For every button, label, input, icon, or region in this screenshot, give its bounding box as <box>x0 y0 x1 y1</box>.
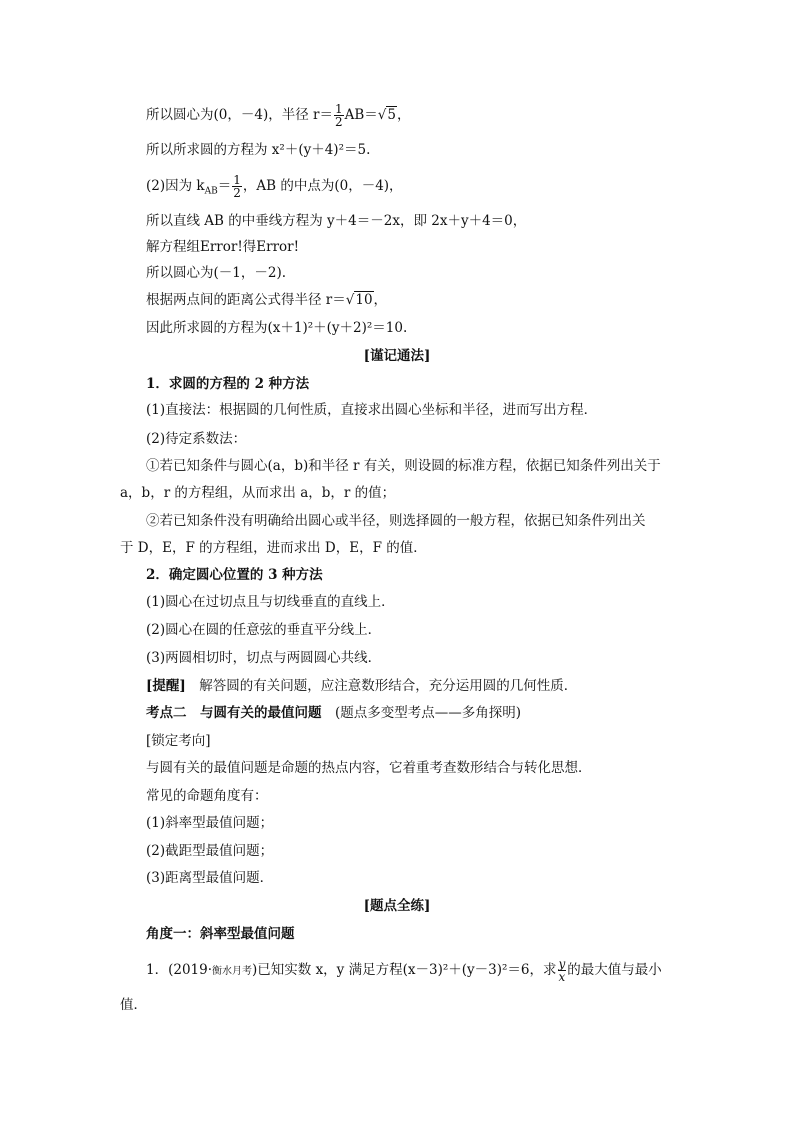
section-heading-practice: [题点全练] <box>363 898 431 914</box>
line-slope <box>146 174 403 202</box>
method1-undetermined: (2)待定系数法： <box>146 431 247 447</box>
problem-1-continued: 值． <box>120 997 147 1013</box>
problem-source: 衡水月考 <box>212 966 253 977</box>
fraction <box>558 958 567 983</box>
text-segment: AB＝ <box>344 107 378 123</box>
line-perp-bisector: 所以直线 AB 的中垂线方程为 y＋4＝－2x，即 2x＋y＋4＝0， <box>146 213 527 229</box>
fraction-numerator: y <box>558 957 566 971</box>
fraction-denominator: 2 <box>334 115 343 129</box>
line-circle-equation: 所以所求圆的方程为 x²＋(y＋4)²＝5. <box>146 142 371 158</box>
problem-prefix: 1．(2019· <box>146 962 213 978</box>
method2-item1: (1)圆心在过切点且与切线垂直的直线上． <box>146 594 395 610</box>
method1-case2-line1: ②若已知条件没有明确给出圆心或半径，则选择圆的一般方程，依据已知条件列出关 <box>146 513 646 529</box>
problem-body: )已知实数 x，y 满足方程(x－3)²＋(y－3)²＝6，求 <box>252 962 557 978</box>
tip-text: 解答圆的有关问题，应注意数形结合，充分运用圆的几何性质． <box>199 678 578 694</box>
line-final-equation: 因此所求圆的方程为(x＋1)²＋(y＋2)²＝10. <box>146 320 408 336</box>
fraction-numerator: 1 <box>334 102 343 116</box>
tip-note <box>146 676 577 696</box>
problem-1 <box>146 958 662 983</box>
fraction <box>334 103 344 128</box>
text-segment: ＝ <box>217 178 232 194</box>
section-heading-method: [谨记通法] <box>363 348 431 364</box>
sqrt-radicand: 5 <box>387 107 396 123</box>
lock-text: 与圆有关的最值问题是命题的热点内容，它着重考查数形结合与转化思想． <box>146 760 592 776</box>
subscript: AB <box>204 186 218 197</box>
text-segment: ， <box>396 107 411 123</box>
angle-item-2: (2)截距型最值问题； <box>146 843 274 859</box>
method1-case1-line1: ①若已知条件与圆心(a，b)和半径 r 有关，则设圆的标准方程，依据已知条件列出关于 <box>146 458 661 474</box>
angle1-title: 角度一：斜率型最值问题 <box>146 926 295 942</box>
kaodian-title: 考点二 与圆有关的最值问题 <box>146 705 322 721</box>
kaodian-note: (题点多变型考点——多角探明) <box>335 705 522 721</box>
method2-item3: (3)两圆相切时，切点与两圆圆心共线． <box>146 650 382 666</box>
fraction <box>232 174 242 199</box>
fraction-numerator: 1 <box>233 173 241 187</box>
method1-direct: (1)直接法：根据圆的几何性质，直接求出圆心坐标和半径，进而写出方程． <box>146 402 598 418</box>
angle-item-1: (1)斜率型最值问题； <box>146 815 274 831</box>
method1-case2-line2: 于 D，E，F 的方程组，进而求出 D，E，F 的值． <box>120 540 427 556</box>
line-center: 所以圆心为(－1，－2). <box>146 265 287 281</box>
method1-case1-line2: a，b，r 的方程组，从而求出 a，b，r 的值； <box>120 485 396 501</box>
lock-label: [锁定考向] <box>146 733 211 749</box>
line-center-radius: 所以圆心为(0，－4)，半径 r＝ $\frac{1}{2}$ AB＝√5， <box>146 102 411 129</box>
text-segment: 所以圆心为(0，－4)，半径 r＝ <box>146 107 333 123</box>
fraction-denominator: x <box>558 970 566 984</box>
problem-suffix: 的最大值与最小 <box>567 962 662 978</box>
method2-item2: (2)圆心在圆的任意弦的垂直平分线上． <box>146 622 382 638</box>
text-segment: ， <box>373 292 388 308</box>
sqrt-radicand: 10 <box>355 292 373 308</box>
kaodian-heading <box>146 703 521 723</box>
method1-title: 1．求圆的方程的 2 种方法 <box>146 376 310 392</box>
line-solve-system: 解方程组Error!得Error! <box>146 239 300 255</box>
line-radius: 根据两点间的距离公式得半径 r＝√10， <box>146 292 388 308</box>
text-segment: ，AB 的中点为(0，－4)， <box>242 178 403 194</box>
text-segment: (2)因为 k <box>146 178 205 194</box>
lock-intro: 常见的命题角度有： <box>146 788 268 804</box>
fraction-denominator: 2 <box>233 186 241 200</box>
text-segment: 根据两点间的距离公式得半径 r＝ <box>146 292 346 308</box>
method2-title: 2．确定圆心位置的 3 种方法 <box>146 567 323 583</box>
tip-label: [提醒] <box>146 678 186 694</box>
angle-item-3: (3)距离型最值问题． <box>146 870 274 886</box>
